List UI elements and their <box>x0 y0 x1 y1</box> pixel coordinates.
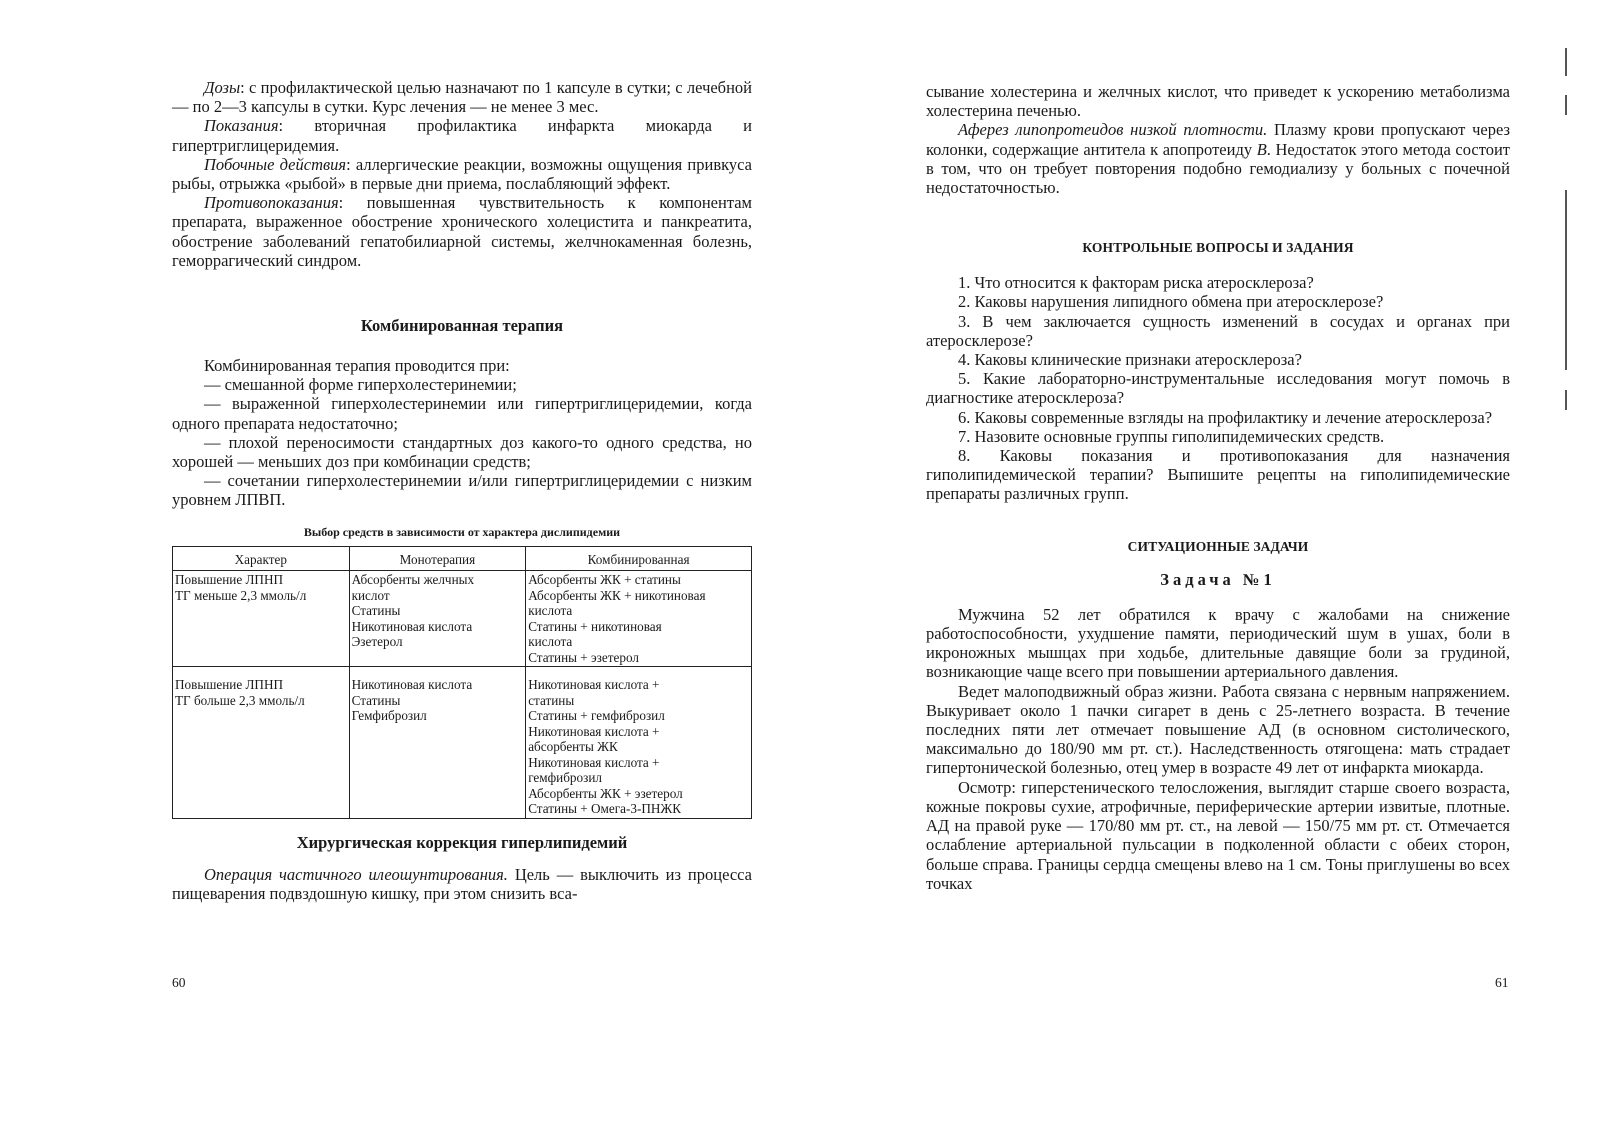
dyslipidemia-table <box>172 546 752 819</box>
apoprotein-letter: В <box>1256 139 1267 159</box>
cell-line: Повышение ЛПНП <box>175 677 283 693</box>
scan-edge-line <box>1565 48 1567 76</box>
cell-line: кислот <box>351 587 390 603</box>
table-cell-character <box>173 667 350 819</box>
left-page-column <box>172 78 752 903</box>
indications-label: Показания <box>204 116 279 136</box>
cell-line: Абсорбенты желчных <box>351 572 475 588</box>
table-cell-character <box>173 571 350 667</box>
side-effects-text: : аллергические реакции, возможны ощущения привкуса рыбы, отрыжка «рыбой» в первые дни приема, послабляющий эффект. <box>172 154 752 194</box>
question-item: 5. Какие лабораторно-инструментальные исследования могут помочь в диагностике атеросклероза? <box>926 369 1510 408</box>
table-row <box>173 667 752 819</box>
combined-item: — выраженной гиперхолестеринемии или гипертриглицеридемии, когда одного препарата недостаточно; <box>172 394 752 433</box>
side-effects-paragraph <box>172 155 752 193</box>
combined-item: — сочетании гиперхолестеринемии и/или гипертриглицеридемии с низким уровнем ЛПВП. <box>172 471 752 510</box>
cell-line: статины <box>528 692 575 708</box>
dose-paragraph <box>172 78 752 116</box>
table-header-cell: Характер <box>173 546 350 571</box>
scan-edge-line <box>1565 190 1567 370</box>
cell-line: ТГ больше 2,3 ммоль/л <box>175 692 305 708</box>
continuation-paragraph: сывание холестерина и желчных кислот, что приведет к ускорению метаболизма холестерина печенью. <box>926 82 1510 121</box>
task-paragraph: Мужчина 52 лет обратился к врачу с жалобами на снижение работоспособности, ухудшение памяти, периодический шум в ушах, боли в икроножных мышцах при ходьбе, длительные давящие боли за грудиной, возникающие чаще всего при повышении артериального давления. <box>926 604 1510 682</box>
apheresis-paragraph <box>926 120 1510 197</box>
cell-line: Статины + Омега-3-ПНЖК <box>528 801 682 817</box>
cell-line: Статины <box>351 692 401 708</box>
cell-line: ТГ меньше 2,3 ммоль/л <box>175 587 307 603</box>
situational-tasks-heading: СИТУАЦИОННЫЕ ЗАДАЧИ <box>1127 538 1309 554</box>
surgery-label: Операция частичного илеошунтирования. <box>204 864 508 884</box>
cell-line: Абсорбенты ЖК + статины <box>528 572 681 588</box>
question-item: 3. В чем заключается сущность изменений в сосудах и органах при атеросклерозе? <box>926 311 1510 350</box>
cell-line: Гемфиброзил <box>351 708 427 724</box>
table-header-cell: Монотерапия <box>349 546 526 571</box>
contraindications-paragraph <box>172 193 752 270</box>
scan-edge-line <box>1565 390 1567 410</box>
page-number-right: 61 <box>1495 975 1509 990</box>
apheresis-text-2: . Недостаток этого метода состоит в том, что он требует повторения подобно гемодиализу у больных с почечной недостаточностью. <box>926 139 1510 198</box>
cell-line: Абсорбенты ЖК + эзетерол <box>528 785 683 801</box>
right-page-column <box>926 82 1510 893</box>
question-item: 2. Каковы нарушения липидного обмена при атеросклерозе? <box>958 292 1384 312</box>
questions-list <box>926 273 1510 503</box>
task-paragraph: Ведет малоподвижный образ жизни. Работа связана с нервным напряжением. Выкуривает около 1 пачки сигарет в день с 25-летнего возраста. В течение последних пяти лет отмечает повышение АД (в основном систолического, максимально до 180/90 мм рт. ст.). Наследственность отягощена: мать страдает гипертонической болезнью, отец умер в возрасте 49 лет от инфаркта миокарда. <box>926 681 1510 778</box>
table-caption: Выбор средств в зависимости от характера дислипидемии <box>303 524 621 539</box>
indications-text: : вторичная профилактика инфаркта миокарда и гипертриглицеридемия. <box>172 116 752 155</box>
question-item: 7. Назовите основные группы гиполипидемических средств. <box>958 426 1385 446</box>
combined-item: — плохой переносимости стандартных доз какого-то одного средства, но хорошей — меньших доз при комбинации средств; <box>172 432 752 472</box>
cell-line: абсорбенты ЖК <box>528 739 618 755</box>
cell-line: Никотиновая кислота + <box>528 754 660 770</box>
table-cell-monotherapy <box>349 667 526 819</box>
cell-line: Статины + никотиновая <box>528 618 662 634</box>
combined-therapy-heading: Комбинированная терапия <box>360 316 564 336</box>
table-header-cell: Комбинированная <box>526 546 752 571</box>
question-item: 6. Каковы современные взгляды на профилактику и лечение атеросклероза? <box>958 407 1493 427</box>
surgery-paragraph <box>172 865 752 903</box>
table-cell-combined <box>526 571 752 667</box>
combined-intro: Комбинированная терапия проводится при: <box>204 356 510 376</box>
cell-line: гемфиброзил <box>528 770 602 786</box>
indications-paragraph <box>172 116 752 154</box>
right-page <box>800 0 1600 1133</box>
contraindications-text: : повышенная чувствительность к компонентам препарата, выраженное обострение хронического холецистита и панкреатита, обострение заболеваний гепатобилиарной системы, желчнокаменная болезнь, геморрагический синдром. <box>172 193 752 270</box>
cell-line: Статины + гемфиброзил <box>528 708 665 724</box>
apheresis-text: Плазму крови пропускают через колонки, содержащие антитела к апопротеиду <box>926 120 1510 159</box>
surgery-text: Цель — выключить из процесса пищеварения подвздошную кишку, при этом снизить вса- <box>172 864 752 903</box>
task-title: Задача №1 <box>1160 569 1276 589</box>
cell-line: кислота <box>528 603 573 619</box>
cell-line: Никотиновая кислота + <box>528 723 660 739</box>
contraindications-label: Противопоказания <box>204 193 339 213</box>
task-paragraph: Осмотр: гиперстенического телосложения, выглядит старше своего возраста, кожные покровы сухие, атрофичные, периферические артерии извитые, плотные. АД на правой руке — 170/80 мм рт. ст., на левой — 150/75 мм рт. ст. Отмечается ослабление артериальной пульсации в подколенной области с обеих сторон, больше справа. Границы сердца смещены влево на 1 см. Тоны приглушены во всех точках <box>926 777 1510 893</box>
question-item: 4. Каковы клинические признаки атеросклероза? <box>958 350 1302 370</box>
side-effects-label: Побочные действия <box>204 154 347 174</box>
dose-label: Дозы <box>204 78 241 97</box>
table-header-row <box>173 546 752 571</box>
cell-line: Никотиновая кислота <box>351 677 473 693</box>
combined-item: — смешанной форме гиперхолестеринемии; <box>204 375 517 395</box>
surgery-heading: Хирургическая коррекция гиперлипидемий <box>296 832 628 852</box>
control-questions-heading: КОНТРОЛЬНЫЕ ВОПРОСЫ И ЗАДАНИЯ <box>1082 240 1354 256</box>
question-item: 8. Каковы показания и противопоказания для назначения гиполипидемической терапии? Выпишите рецепты на гиполипидемические препараты различных групп. <box>926 446 1510 504</box>
table-row <box>173 571 752 667</box>
cell-line: Абсорбенты ЖК + никотиновая <box>528 587 706 603</box>
cell-line: Никотиновая кислота <box>351 618 473 634</box>
table-cell-combined <box>526 667 752 819</box>
cell-line: Статины <box>351 603 401 619</box>
cell-line: Статины + эзетерол <box>528 649 639 665</box>
cell-line: кислота <box>528 634 573 650</box>
question-item: 1. Что относится к факторам риска атеросклероза? <box>958 273 1314 293</box>
dose-text: : с профилактической целью назначают по 1 капсуле в сутки; с лечебной — по 2—3 капсулы в сутки. Курс лечения — не менее 3 мес. <box>172 78 752 117</box>
scan-edge-line <box>1565 95 1567 115</box>
page-number-left: 60 <box>172 975 186 990</box>
cell-line: Повышение ЛПНП <box>175 572 283 588</box>
cell-line: Никотиновая кислота + <box>528 677 660 693</box>
table-cell-monotherapy <box>349 571 526 667</box>
cell-line: Эзетерол <box>351 634 403 650</box>
apheresis-label: Аферез липопротеидов низкой плотности. <box>958 120 1268 140</box>
